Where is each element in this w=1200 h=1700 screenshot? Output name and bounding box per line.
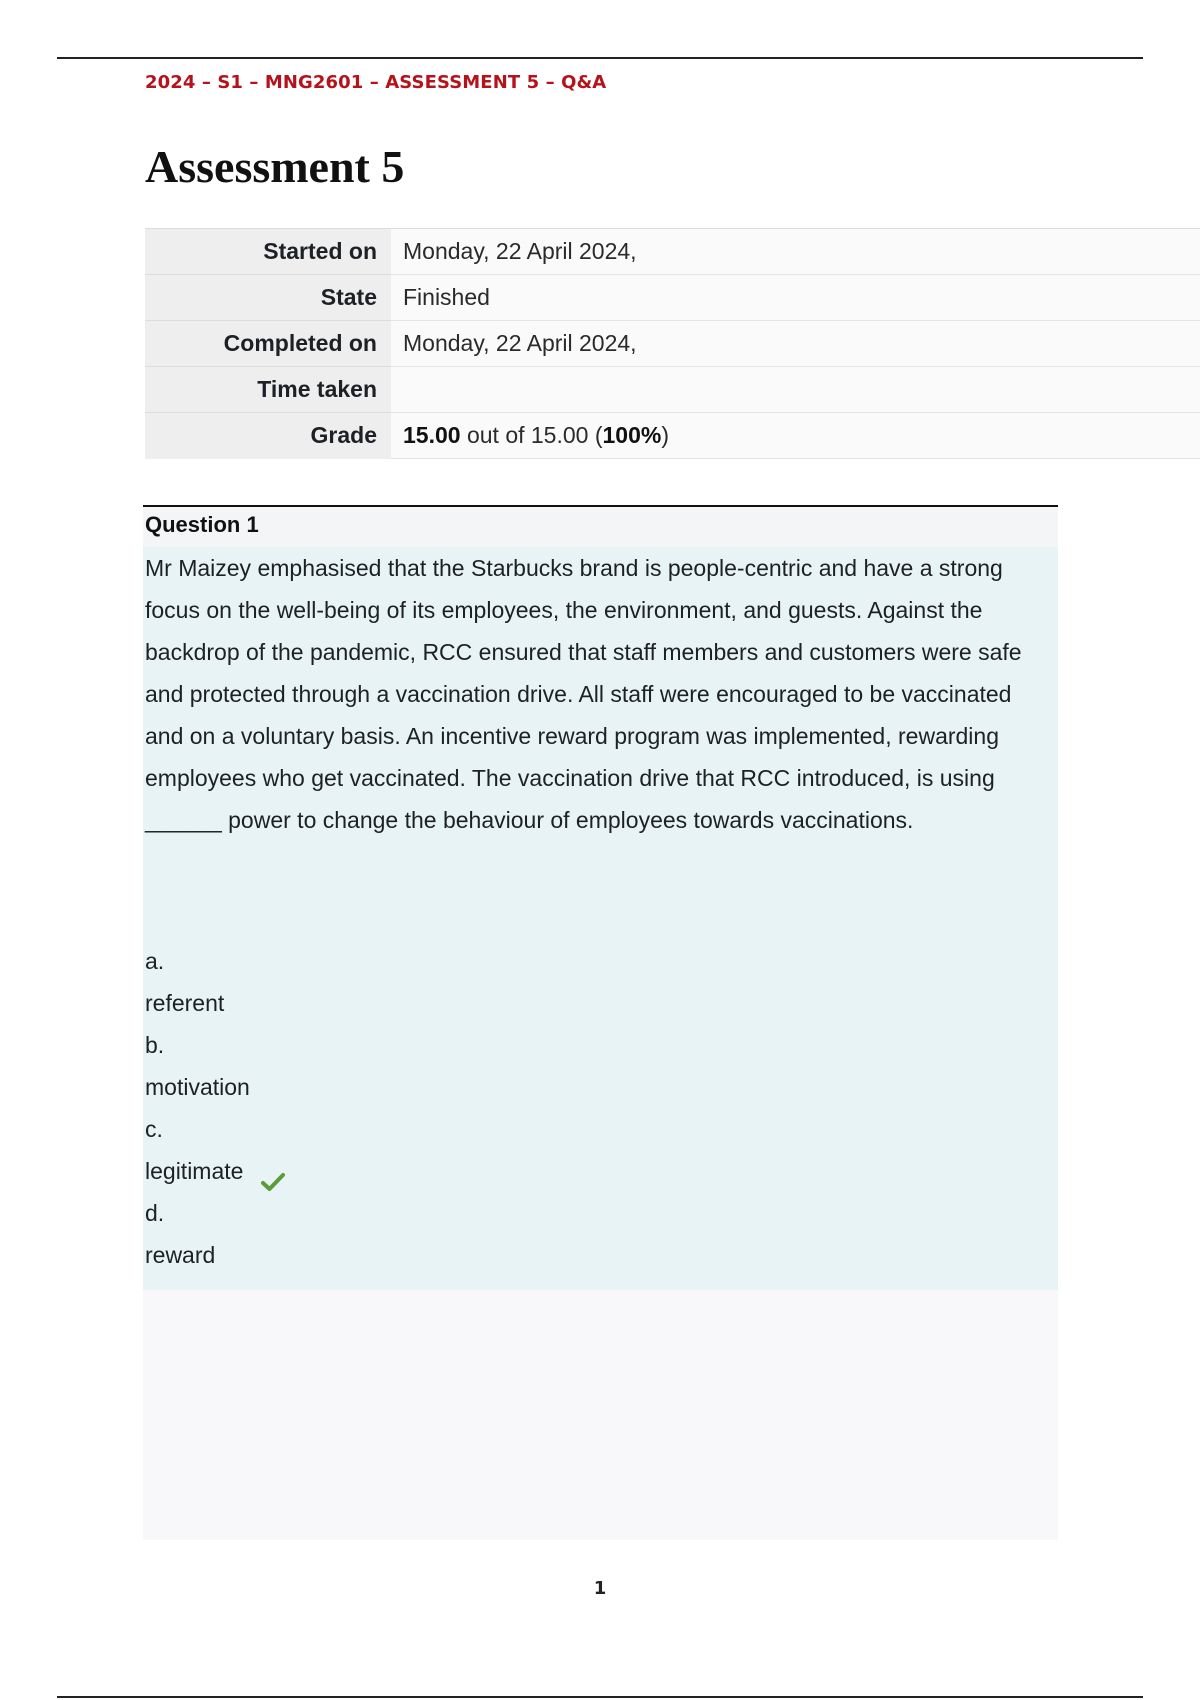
grade-percent: 100% <box>602 422 662 448</box>
option-text: motivation <box>145 1074 250 1100</box>
summary-label: State <box>145 275 391 321</box>
option-text: legitimate <box>145 1158 244 1184</box>
page-title: Assessment 5 <box>145 141 405 192</box>
page-number: 1 <box>593 1578 607 1599</box>
grade-score: 15.00 <box>403 422 461 448</box>
summary-row-started <box>145 229 1200 275</box>
question-number: Question 1 <box>145 512 259 537</box>
summary-value: Finished <box>391 275 1200 321</box>
grade-out-of: out of 15.00 ( <box>460 422 603 448</box>
option-text: reward <box>145 1242 216 1268</box>
answer-options <box>145 940 745 1276</box>
summary-row-completed <box>145 321 1200 367</box>
summary-row-state <box>145 275 1200 321</box>
summary-row-time-taken <box>145 367 1200 413</box>
option-text-correct <box>145 1150 745 1192</box>
top-rule <box>57 57 1143 59</box>
summary-label: Started on <box>145 229 391 275</box>
summary-value <box>391 367 1200 413</box>
summary-value: Monday, 22 April 2024, <box>391 229 1200 275</box>
option-letter: c. <box>145 1116 163 1142</box>
summary-row-grade <box>145 413 1200 459</box>
question-block <box>143 505 1058 1540</box>
document-header: 2024 – S1 – MNG2601 – ASSESSMENT 5 – Q&A <box>145 72 607 93</box>
attempt-summary-table <box>145 228 1200 459</box>
summary-value: Monday, 22 April 2024, <box>391 321 1200 367</box>
summary-label: Completed on <box>145 321 391 367</box>
check-icon <box>261 1163 285 1183</box>
summary-label: Time taken <box>145 367 391 413</box>
option-letter: d. <box>145 1200 165 1226</box>
option-letter: b. <box>145 1032 165 1058</box>
question-content <box>143 547 1058 1290</box>
summary-label: Grade <box>145 413 391 459</box>
option-text: referent <box>145 990 225 1016</box>
option-letter: a. <box>145 948 165 974</box>
grade-close: ) <box>661 422 669 448</box>
summary-value <box>391 413 1200 459</box>
bottom-rule <box>57 1696 1143 1698</box>
question-header <box>143 505 1058 547</box>
question-text: Mr Maizey emphasised that the Starbucks brand is people-centric and have a strong focus on the well-being of its employees, the environment, and guests. Against the backdrop of the pandemic, RCC ensured that staff members and customers were safe and protected through a vaccination drive. All staff were encouraged to be vaccinated and on a voluntary basis. An incentive reward program was implemented, rewarding employees who get vaccinated. The vaccination drive that RCC introduced, is using ______ power to change the behaviour of employees towards vaccinations. <box>145 555 1022 833</box>
